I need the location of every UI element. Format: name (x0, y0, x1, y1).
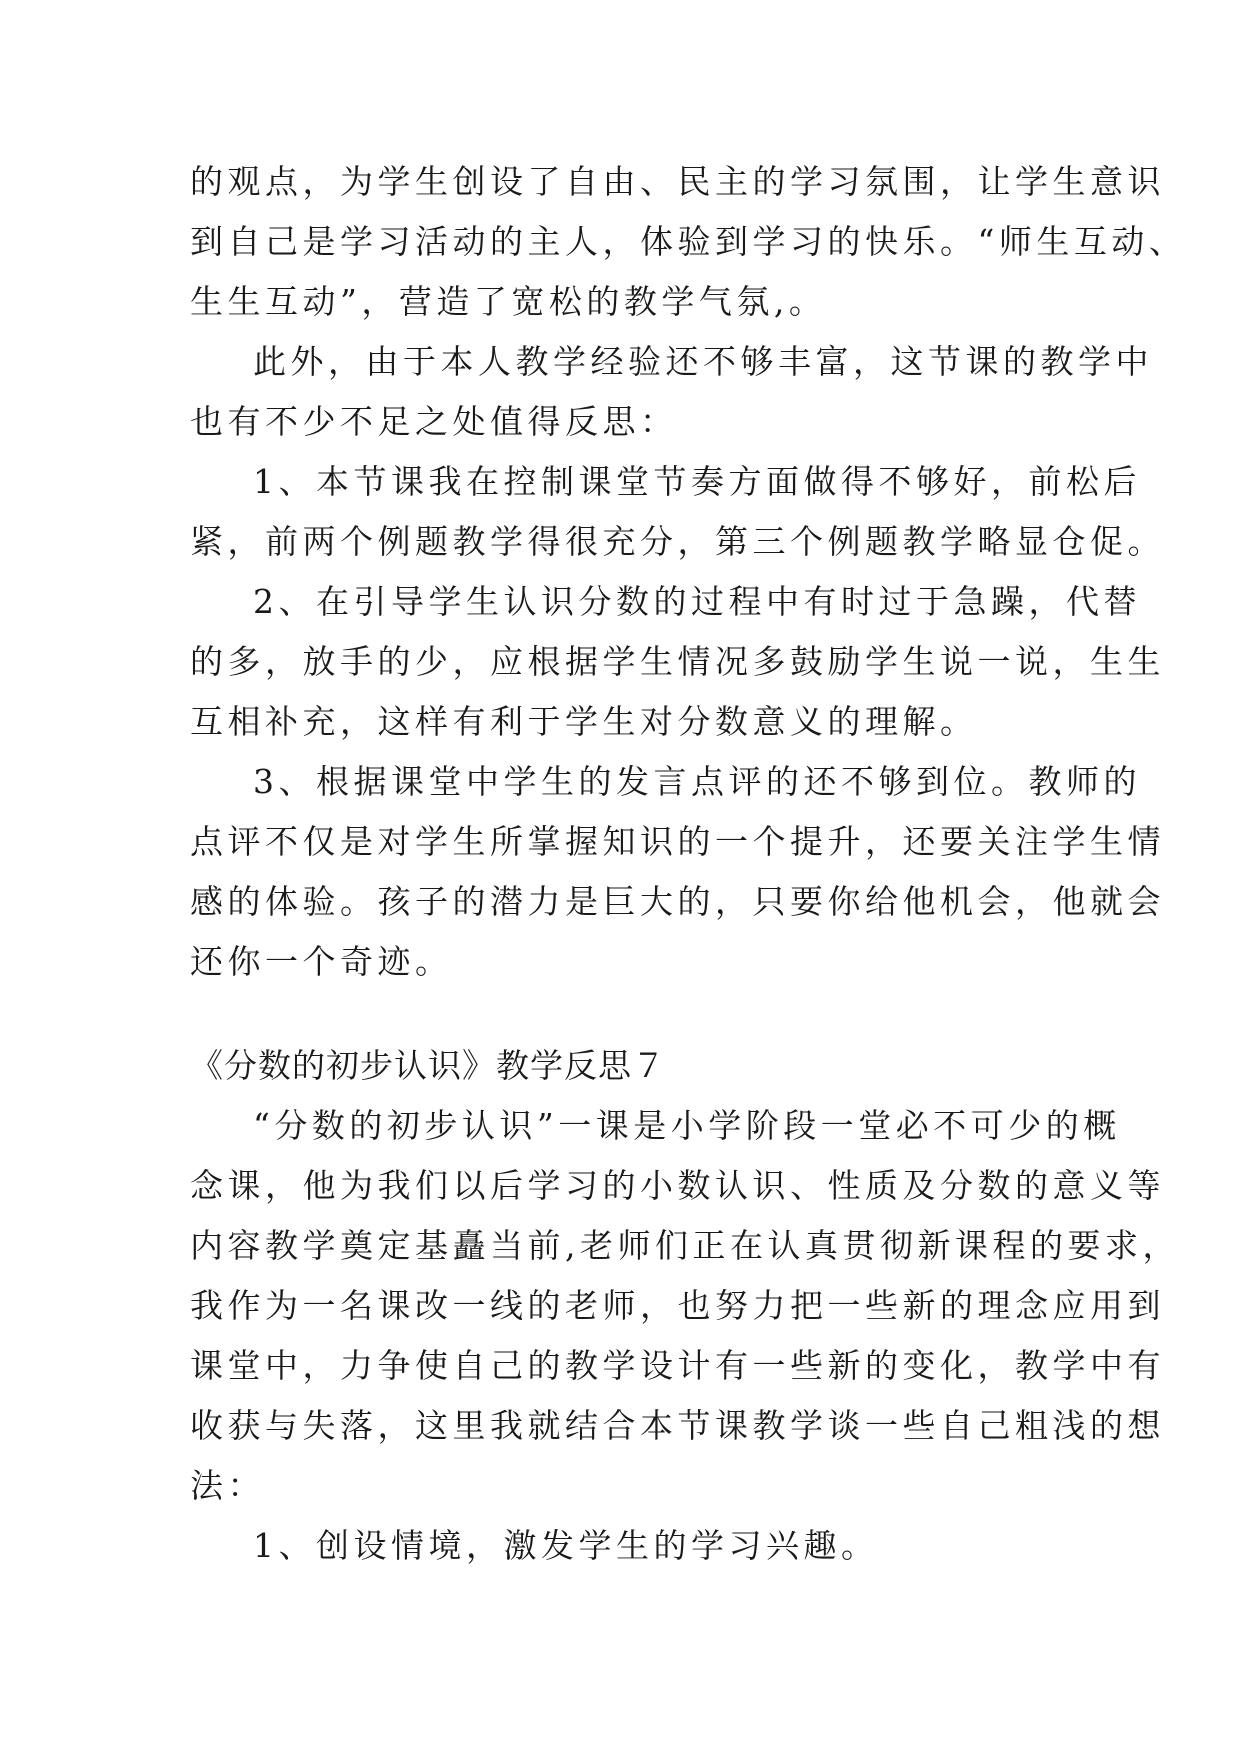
paragraph-line: 3、根据课堂中学生的发言点评的还不够到位。教师的 (253, 762, 1141, 801)
paragraph-line: 互相补充，这样有利于学生对分数意义的理解。 (190, 702, 978, 741)
paragraph-line: 课堂中，力争使自己的教学设计有一些新的变化，教学中有 (190, 1346, 1165, 1385)
paragraph-line: 的观点，为学生创设了自由、民主的学习氛围，让学生意识 (190, 162, 1165, 201)
paragraph-line: 1、创设情境，激发学生的学习兴趣。 (253, 1526, 879, 1565)
paragraph-line: 法： (190, 1466, 265, 1505)
paragraph-line: 的多，放手的少，应根据学生情况多鼓励学生说一说，生生 (190, 642, 1165, 681)
paragraph-line: 2、在引导学生认识分数的过程中有时过于急躁，代替 (253, 582, 1141, 621)
paragraph-line: 此外，由于本人教学经验还不够丰富，这节课的教学中 (253, 342, 1153, 381)
paragraph-line: 点评不仅是对学生所掌握知识的一个提升，还要关注学生情 (190, 822, 1165, 861)
paragraph-line: 感的体验。孩子的潜力是巨大的，只要你给他机会，他就会 (190, 882, 1165, 921)
paragraph-line: 生生互动”，营造了宽松的教学气氛,。 (190, 282, 827, 321)
section-heading: 《分数的初步认识》教学反思７ (190, 1046, 666, 1085)
paragraph-line: 我作为一名课改一线的老师，也努力把一些新的理念应用到 (190, 1286, 1165, 1325)
paragraph-line: “分数的初步认识”一课是小学阶段一堂必不可少的概 (253, 1106, 1121, 1145)
paragraph-line: 还你一个奇迹。 (190, 942, 453, 981)
paragraph-line: 到自己是学习活动的主人，体验到学习的快乐。“师生互动、 (190, 222, 1187, 261)
paragraph-line: 1、本节课我在控制课堂节奏方面做得不够好，前松后 (253, 462, 1141, 501)
paragraph-line: 也有不少不足之处值得反思： (190, 402, 678, 441)
paragraph-line: 紧，前两个例题教学得很充分，第三个例题教学略显仓促。 (190, 522, 1165, 561)
paragraph-line: 内容教学奠定基矗当前,老师们正在认真贯彻新课程的要求， (190, 1226, 1180, 1265)
paragraph-line: 收获与失落，这里我就结合本节课教学谈一些自己粗浅的想 (190, 1406, 1165, 1445)
paragraph-line: 念课，他为我们以后学习的小数认识、性质及分数的意义等 (190, 1166, 1165, 1205)
